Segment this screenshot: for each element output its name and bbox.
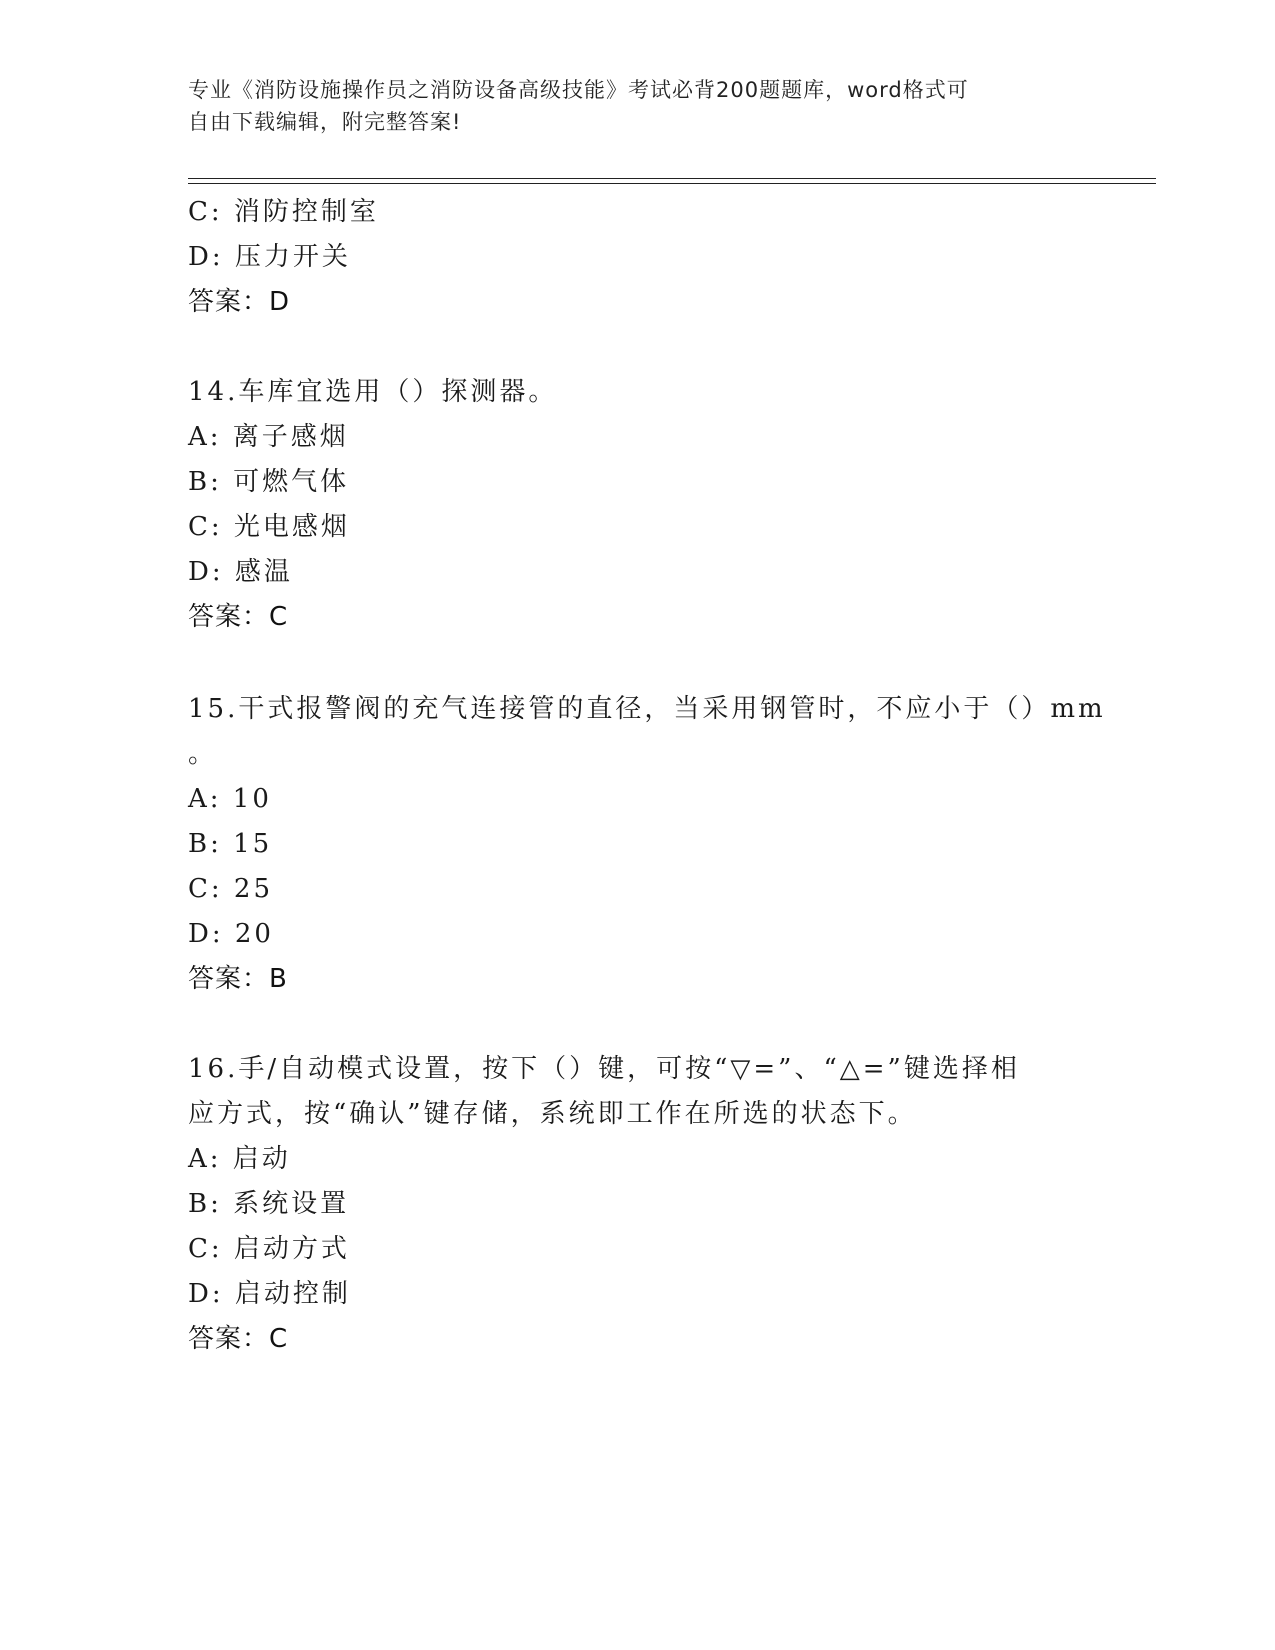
header-divider-bottom <box>188 183 1156 184</box>
document-header <box>188 74 1068 138</box>
q16-option-a: A: 启动 <box>188 1144 291 1174</box>
q14-option-a: A: 离子感烟 <box>188 422 349 452</box>
header-divider-top <box>188 178 1156 179</box>
q15-option-c: C: 25 <box>188 874 274 904</box>
q15-option-a: A: 10 <box>188 784 272 814</box>
q15-option-d: D: 20 <box>188 919 274 949</box>
header-line-1: 专业《消防设施操作员之消防设备高级技能》考试必背200题题库，word格式可 <box>188 78 969 102</box>
q13-option-c: C: 消防控制室 <box>188 197 379 227</box>
q14-answer: 答案：C <box>188 602 289 632</box>
q14-option-d: D: 感温 <box>188 557 293 587</box>
q16-stem-line-2: 应方式，按“确认”键存储，系统即工作在所选的状态下。 <box>188 1099 917 1129</box>
q15-answer: 答案：B <box>188 964 288 994</box>
q13-answer: 答案：D <box>188 287 291 317</box>
q13-option-d: D: 压力开关 <box>188 242 351 272</box>
q15-stem-line-2: 。 <box>188 739 218 769</box>
q14-option-b: B: 可燃气体 <box>188 467 350 497</box>
q14-option-c: C: 光电感烟 <box>188 512 350 542</box>
q15-option-b: B: 15 <box>188 829 273 859</box>
q16-option-d: D: 启动控制 <box>188 1279 351 1309</box>
q16-option-c: C: 启动方式 <box>188 1234 350 1264</box>
q15-stem-line-1: 15.干式报警阀的充气连接管的直径，当采用钢管时，不应小于（）mm <box>188 694 1106 724</box>
q16-stem-line-1: 16.手/自动模式设置，按下（）键，可按“▽=”、“△=”键选择相 <box>188 1054 1020 1084</box>
q14-stem: 14.车库宜选用（）探测器。 <box>188 377 558 407</box>
header-line-2: 自由下载编辑，附完整答案! <box>188 110 462 134</box>
q16-answer: 答案：C <box>188 1324 289 1354</box>
q16-option-b: B: 系统设置 <box>188 1189 350 1219</box>
